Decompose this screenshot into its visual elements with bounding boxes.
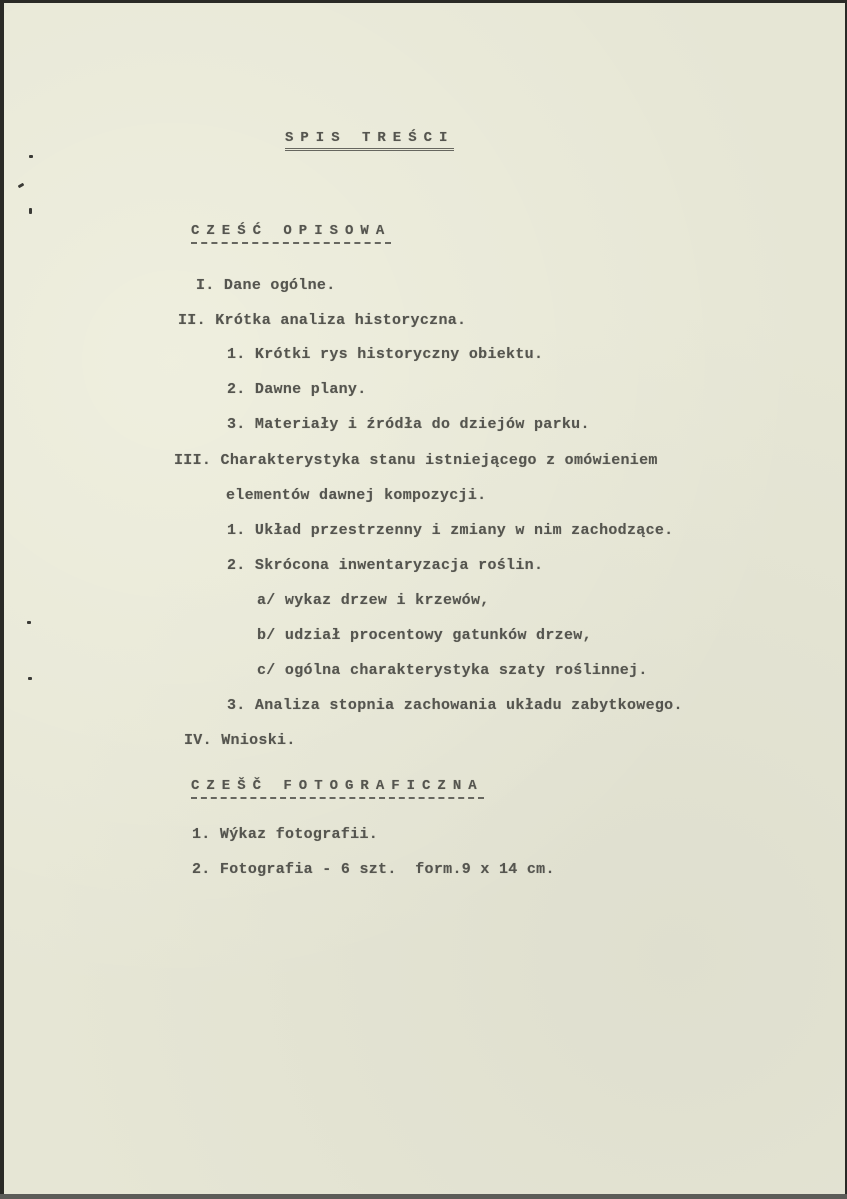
toc-subsubitem [257, 592, 490, 610]
toc-item-number: 3. [227, 416, 246, 433]
toc-item-number: 1. [227, 522, 246, 539]
toc-subsubitem [257, 627, 592, 645]
toc-item-number: 2. [227, 557, 246, 574]
toc-item-text: Fotografia - 6 szt. form.9 x 14 cm. [219, 861, 555, 878]
toc-item-number: 2. [227, 381, 246, 398]
margin-speck [29, 155, 33, 158]
toc-item [184, 732, 296, 750]
margin-speck [27, 621, 31, 624]
toc-item-number: 2. [192, 861, 211, 878]
toc-item-text: Dawne plany. [254, 381, 367, 398]
toc-item-text: Materiały i źródła do dziejów parku. [254, 416, 590, 433]
margin-speck [28, 677, 32, 680]
toc-item-text: Układ przestrzenny i zmiany w nim zachodzące. [254, 522, 674, 539]
toc-item-text: Analiza stopnia zachowania układu zabytkowego. [254, 697, 683, 714]
toc-item-number: a/ [257, 592, 276, 609]
toc-item-number: 1. [227, 346, 246, 363]
toc-subitem [227, 416, 590, 434]
toc-item-text: Skrócona inwentaryzacja roślin. [254, 557, 544, 574]
toc-item-text: elementów dawnej kompozycji. [226, 487, 487, 504]
toc-item-text: udział procentowy gatunków drzew, [284, 627, 592, 644]
page-title: SPIS TREŚCI [285, 129, 454, 151]
toc-item [192, 826, 378, 844]
toc-item-text: Charakterystyka stanu istniejącego z omówieniem [220, 452, 658, 469]
toc-item [196, 277, 336, 295]
toc-subitem [227, 557, 543, 575]
toc-item-number: IV. [184, 732, 212, 749]
toc-item-text: Krótki rys historyczny obiektu. [254, 346, 544, 363]
toc-item [178, 312, 466, 330]
document-page [4, 3, 845, 1194]
toc-subitem [227, 522, 674, 540]
toc-item-text: wykaz drzew i krzewów, [284, 592, 490, 609]
toc-item-text: ogólna charakterystyka szaty roślinnej. [284, 662, 648, 679]
toc-item-continuation [226, 487, 486, 505]
toc-item-number: b/ [257, 627, 276, 644]
toc-item [192, 861, 555, 879]
toc-subsubitem [257, 662, 648, 680]
toc-item-text: Wnioski. [221, 732, 296, 749]
toc-subitem [227, 697, 683, 715]
toc-item-number: III. [174, 452, 212, 469]
section-heading-descriptive: CZEŚĆ OPISOWA [191, 222, 391, 244]
toc-item-number: c/ [257, 662, 276, 679]
toc-item [174, 452, 658, 470]
toc-item-number: 1. [192, 826, 211, 843]
scan-bottom-edge [0, 1194, 847, 1199]
section-heading-photographic: CZEŠČ FOTOGRAFICZNA [191, 777, 484, 799]
toc-item-text: Dane ogólne. [223, 277, 336, 294]
margin-speck [29, 208, 32, 214]
toc-subitem [227, 381, 367, 399]
margin-speck [18, 183, 25, 189]
toc-item-number: I. [196, 277, 215, 294]
toc-item-text: Wýkaz fotografii. [219, 826, 379, 843]
toc-item-number: II. [178, 312, 206, 329]
toc-subitem [227, 346, 543, 364]
toc-item-text: Krótka analiza historyczna. [215, 312, 467, 329]
toc-item-number: 3. [227, 697, 246, 714]
